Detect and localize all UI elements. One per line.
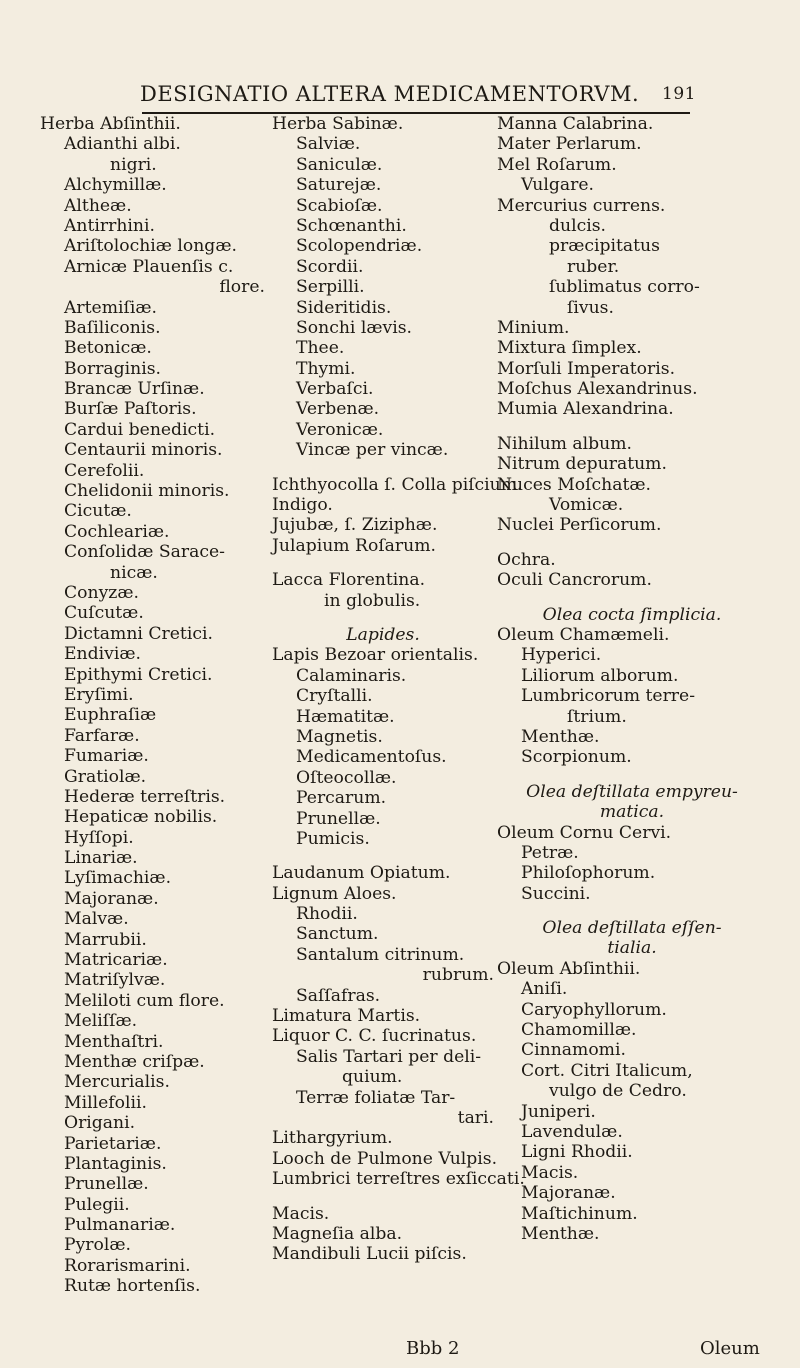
list-item: Scordii.	[296, 256, 364, 277]
list-item: Vomicæ.	[549, 495, 624, 516]
list-item: Meliſſæ.	[64, 1011, 138, 1032]
list-item: Oculi Cancrorum.	[497, 570, 652, 591]
list-item: Schœnanthi.	[296, 215, 407, 236]
list-item: Cuſcutæ.	[64, 603, 144, 624]
list-item: Hæmatitæ.	[296, 706, 395, 727]
list-item: Magneſia alba.	[272, 1223, 403, 1244]
list-item: Lacca Florentina.	[272, 570, 426, 591]
list-item: Lyſimachiæ.	[64, 868, 172, 889]
list-item: Salviæ.	[296, 134, 361, 155]
list-item: Hepaticæ nobilis.	[64, 807, 218, 828]
list-item: Plantaginis.	[64, 1153, 167, 1174]
list-item: Chelidonii minoris.	[64, 481, 230, 502]
list-item: Rorarismarini.	[64, 1255, 191, 1276]
list-item: Borraginis.	[64, 358, 162, 379]
list-item: Mater Perlarum.	[497, 134, 642, 155]
list-item: Prunellæ.	[64, 1174, 149, 1195]
column-left	[40, 114, 265, 1297]
column-right	[497, 114, 767, 1244]
list-item: in globulis.	[324, 590, 421, 611]
list-item: Ochra.	[497, 549, 556, 570]
list-item: Salis Tartari per deli-	[296, 1046, 482, 1067]
list-item: Menthæ.	[521, 726, 600, 747]
list-item: Limatura Martis.	[272, 1006, 421, 1027]
spacer	[497, 768, 767, 782]
spacer	[497, 904, 767, 918]
list-item: Saniculæ.	[296, 154, 383, 175]
list-item: Cinnamomi.	[521, 1040, 626, 1061]
list-item: Baſiliconis.	[64, 317, 161, 338]
list-item: Endiviæ.	[64, 644, 141, 665]
list-item: vulgo de Cedro.	[549, 1081, 687, 1102]
list-item: Millefolii.	[64, 1092, 147, 1113]
list-item: Sonchi lævis.	[296, 317, 412, 338]
list-item: Cardui benedicti.	[64, 419, 216, 440]
list-item: Mixtura ſimplex.	[497, 338, 642, 359]
list-item: Chamomillæ.	[521, 1020, 637, 1041]
list-item: Sideritidis.	[296, 297, 392, 318]
list-item: Arnicæ Plauenſis c.	[64, 256, 234, 277]
list-item: Conſolidæ Sarace-	[64, 542, 225, 563]
list-item: Alchymillæ.	[64, 175, 167, 196]
list-item: Thee.	[296, 338, 345, 359]
list-item: Cryſtalli.	[296, 686, 373, 707]
list-item: Cochleariæ.	[64, 521, 170, 542]
list-item: Cort. Citri Italicum,	[521, 1060, 693, 1081]
list-item: Lignum Aloes.	[272, 883, 397, 904]
list-item: Fumariæ.	[64, 746, 149, 767]
section-heading: tialia.	[607, 938, 657, 959]
list-item: Liquor C. C. ſucrinatus.	[272, 1026, 477, 1047]
list-item: Macis.	[272, 1203, 330, 1224]
list-item: ſublimatus corro-	[549, 277, 700, 298]
list-item: Burſæ Paſtoris.	[64, 399, 197, 420]
list-item: Mel Roſarum.	[497, 154, 617, 175]
list-item: Pyrolæ.	[64, 1235, 131, 1256]
list-item: Prunellæ.	[296, 808, 381, 829]
list-item: Manna Calabrina.	[497, 114, 654, 134]
section-heading: matica.	[599, 802, 665, 823]
list-item: ruber.	[567, 256, 620, 277]
spacer	[497, 420, 767, 434]
list-item: Mercurius currens.	[497, 195, 666, 216]
list-item: Euphraſiæ	[64, 705, 157, 726]
list-item: Oleum Cornu Cervi.	[497, 822, 672, 843]
spacer	[497, 536, 767, 550]
list-item: Succini.	[521, 883, 591, 904]
list-item: Saturejæ.	[296, 175, 382, 196]
list-item: Pulegii.	[64, 1194, 130, 1215]
list-item: rubrum.	[422, 965, 494, 986]
list-item: Mercurialis.	[64, 1072, 170, 1093]
list-item: Scabioſæ.	[296, 195, 383, 216]
spacer	[272, 611, 494, 625]
list-item: Percarum.	[296, 788, 387, 809]
spacer	[497, 591, 767, 605]
list-item: Mandibuli Lucii piſcis.	[272, 1244, 467, 1265]
list-item: Oſteocollæ.	[296, 767, 397, 788]
column-middle	[272, 114, 525, 1265]
list-item: Serpilli.	[296, 277, 365, 298]
list-item: Centaurii minoris.	[64, 440, 223, 461]
list-item: Juniperi.	[521, 1101, 596, 1122]
list-item: Vincæ per vincæ.	[296, 440, 449, 461]
list-item: Santalum citrinum.	[296, 944, 465, 965]
list-item: Malvæ.	[64, 909, 129, 930]
page-number: 191	[662, 84, 696, 104]
list-item: nicæ.	[110, 562, 158, 583]
list-item: Herba Abſinthii.	[40, 114, 181, 134]
list-item: Ariſtolochiæ longæ.	[64, 236, 237, 257]
list-item: Aniſi.	[521, 979, 568, 1000]
list-item: Oleum Abſinthii.	[497, 958, 641, 979]
list-item: Eryſimi.	[64, 684, 134, 705]
list-item: Moſchus Alexandrinus.	[497, 379, 698, 400]
list-item: Looch de Pulmone Vulpis.	[272, 1148, 498, 1169]
list-item: Pumicis.	[296, 828, 370, 849]
list-item: Nuces Moſchatæ.	[497, 474, 651, 495]
list-item: Nuclei Perſicorum.	[497, 515, 662, 536]
list-item: Menthæ criſpæ.	[64, 1051, 205, 1072]
list-item: Lumbrici terreſtres exſiccati.	[272, 1169, 525, 1190]
list-item: Ichthyocolla ſ. Colla piſcium.	[272, 474, 523, 495]
list-item: Artemiſiæ.	[64, 297, 157, 318]
list-item: ſivus.	[567, 297, 614, 318]
list-item: Conyzæ.	[64, 582, 139, 603]
list-item: Origani.	[64, 1113, 136, 1134]
list-item: Cerefolii.	[64, 460, 145, 481]
list-item: Hyperici.	[521, 645, 602, 666]
list-item: Jujubæ, ſ. Ziziphæ.	[272, 515, 438, 536]
list-item: Parietariæ.	[64, 1133, 162, 1154]
list-item: flore.	[219, 277, 265, 298]
list-item: Terræ foliatæ Tar-	[296, 1087, 456, 1108]
list-item: Laudanum Opiatum.	[272, 863, 451, 884]
list-item: Meliloti cum flore.	[64, 990, 225, 1011]
list-item: Julapium Roſarum.	[272, 535, 436, 556]
list-item: Menthaſtri.	[64, 1031, 164, 1052]
list-item: Hyſſopi.	[64, 827, 134, 848]
list-item: Gratiolæ.	[64, 766, 147, 787]
list-item: Cicutæ.	[64, 501, 132, 522]
list-item: Morſuli Imperatoris.	[497, 358, 676, 379]
list-item: Altheæ.	[64, 195, 132, 216]
list-item: Magnetis.	[296, 726, 383, 747]
list-item: Vulgare.	[521, 175, 594, 196]
list-item: Medicamentoſus.	[296, 747, 447, 768]
list-item: nigri.	[110, 154, 157, 175]
section-heading: Olea deſtillata empyreu-	[526, 781, 738, 802]
list-item: Ligni Rhodii.	[521, 1142, 633, 1163]
list-item: Veronicæ.	[296, 419, 384, 440]
list-item: Mumia Alexandrina.	[497, 399, 674, 420]
list-item: Nihilum album.	[497, 433, 633, 454]
spacer	[272, 461, 494, 475]
list-item: Antirrhini.	[64, 215, 155, 236]
list-item: Lithargyrium.	[272, 1128, 393, 1149]
list-item: dulcis.	[549, 215, 606, 236]
section-heading: Olea cocta ſimplicia.	[542, 604, 722, 625]
list-item: Dictamni Cretici.	[64, 623, 213, 644]
list-item: Philoſophorum.	[521, 863, 656, 884]
section-heading: Lapides.	[346, 624, 420, 645]
list-item: Petræ.	[521, 842, 579, 863]
list-item: Saſſafras.	[296, 985, 381, 1006]
list-item: Caryophyllorum.	[521, 999, 667, 1020]
section-heading: Olea deſtillata eſſen-	[542, 918, 722, 939]
list-item: Minium.	[497, 317, 570, 338]
list-item: Indigo.	[272, 495, 333, 516]
list-item: tari.	[457, 1107, 494, 1128]
spacer	[272, 556, 494, 570]
list-item: Epithymi Cretici.	[64, 664, 213, 685]
list-item: Herba Sabinæ.	[272, 114, 404, 134]
list-item: præcipitatus	[549, 236, 660, 257]
list-item: Matriſylvæ.	[64, 970, 166, 991]
list-item: Scorpionum.	[521, 747, 632, 768]
list-item: Lapis Bezoar orientalis.	[272, 645, 479, 666]
list-item: Rutæ hortenſis.	[64, 1276, 201, 1297]
list-item: Maſtichinum.	[521, 1203, 638, 1224]
list-item: Adianthi albi.	[64, 134, 181, 155]
list-item: Liliorum alborum.	[521, 665, 679, 686]
list-item: Verbaſci.	[296, 379, 374, 400]
list-item: Calaminaris.	[296, 665, 407, 686]
list-item: Lavendulæ.	[521, 1121, 623, 1142]
list-item: Thymi.	[296, 358, 356, 379]
list-item: Oleum Chamæmeli.	[497, 624, 670, 645]
list-item: quium.	[342, 1067, 403, 1088]
list-item: Rhodii.	[296, 904, 358, 925]
list-item: ſtrium.	[567, 706, 627, 727]
list-item: Scolopendriæ.	[296, 236, 423, 257]
list-item: Hederæ terreſtris.	[64, 786, 226, 807]
list-item: Majoranæ.	[521, 1183, 616, 1204]
list-item: Menthæ.	[521, 1223, 600, 1244]
list-item: Matricariæ.	[64, 950, 168, 971]
list-item: Farfaræ.	[64, 725, 140, 746]
list-item: Verbenæ.	[296, 399, 380, 420]
list-item: Sanctum.	[296, 924, 379, 945]
list-item: Macis.	[521, 1162, 579, 1183]
list-item: Betonicæ.	[64, 338, 152, 359]
list-item: Linariæ.	[64, 848, 138, 869]
signature-mark: Bbb 2	[406, 1338, 460, 1359]
page-header	[140, 82, 700, 112]
list-item: Pulmanariæ.	[64, 1215, 176, 1236]
list-item: Nitrum depuratum.	[497, 454, 667, 475]
spacer	[272, 849, 494, 863]
list-item: Lumbricorum terre-	[521, 686, 696, 707]
list-item: Brancæ Urſinæ.	[64, 379, 205, 400]
catchword: Oleum	[700, 1338, 760, 1359]
list-item: Marrubii.	[64, 929, 147, 950]
spacer	[272, 1190, 494, 1204]
list-item: Majoranæ.	[64, 888, 159, 909]
page-title: DESIGNATIO ALTERA MEDICAMENTORVM.	[140, 82, 640, 106]
